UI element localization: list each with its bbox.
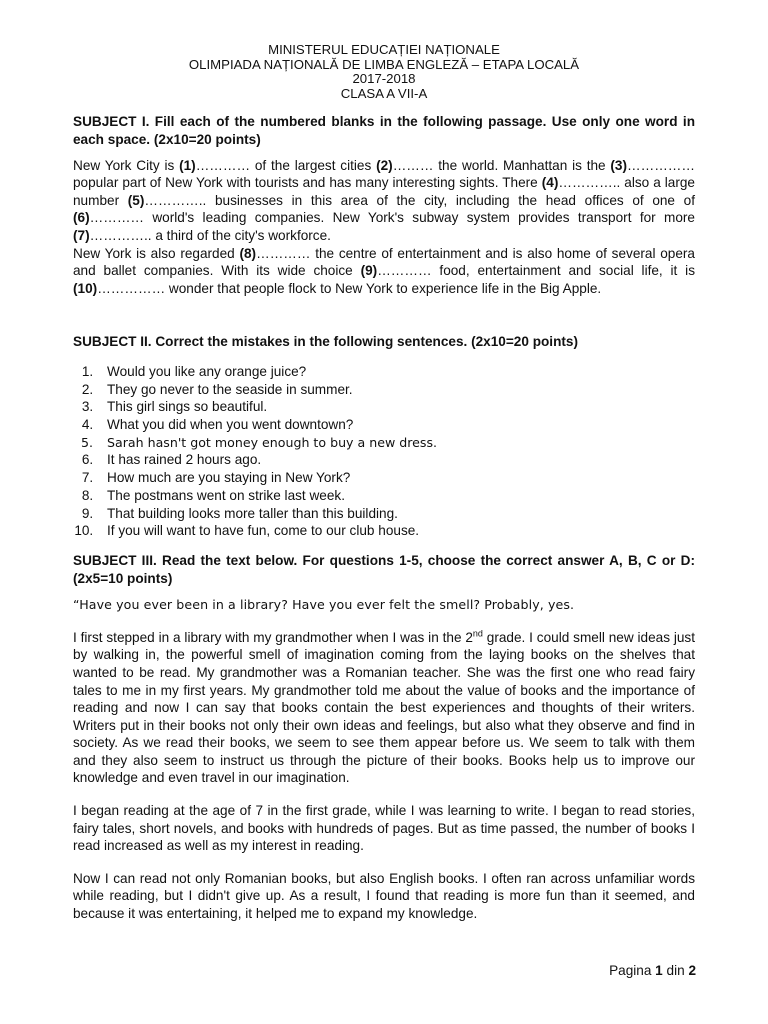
blank-dots: ………… [195,157,251,173]
text: world's leading companies. New York's subway system provides transport for more [144,210,695,226]
subject-1 [73,113,695,297]
text: grade. I could smell new ideas just by walking in, the powerful smell of imagination coming from the laying books on the shelves that wanted to be read. My grandmother was a Romanian teacher. She was the first one who read fairy tales to me in my first years. My grandmother told me about the value of books and the importance of reading and now I can say that books contain the best experiences and thoughts of their writers. Writers put in their books not only their own ideas and feelings, but also what they observe and find in society. As we read their books, we seem to see them appear before us. We seem to talk with them and they also seem to instruct us through the picture of their books. Books help us to improve our knowledge and even travel in our imagination. [73,629,695,786]
list-item: 4. What you did when you went downtown? [97,416,695,434]
blank-dots: …………… [627,157,695,173]
list-item: 9. That building looks more taller than this building. [97,505,695,523]
blank-dots: ………… [256,245,311,261]
page-number-footer [609,962,696,980]
text: also a large number [73,175,695,208]
subject-2 [73,333,695,540]
text: New York City is [73,157,180,173]
blank-dots: ………….. [144,192,207,208]
text: I first stepped in a library with my grandmother when I was in the 2 [73,629,473,645]
blank-dots: ………… [89,210,144,226]
list-item: 3. This girl sings so beautiful. [97,398,695,416]
list-item: 10. If you will want to have fun, come to our club house. [97,522,695,540]
text: of the largest cities [250,157,377,173]
text: food, entertainment and social life, it is [431,263,695,279]
sentence-list [73,363,695,540]
subject-2-title: SUBJECT II. Correct the mistakes in the following sentences. (2x10=20 points) [73,334,578,350]
blank-number: (2) [376,157,393,173]
list-item: 7. How much are you staying in New York? [97,469,695,487]
blank-number: (6) [73,210,90,226]
subject-1-paragraph-2 [73,245,695,298]
reading-paragraph-3: Now I can read not only Romanian books, but also English books. I often ran across unfamiliar words while reading, but I didn't give up. As a result, I found that reading is more fun than it seemed, and because it was entertaining, it helped me to expand my knowledge. [73,870,695,922]
olympiad-name: OLIMPIADA NAȚIONALĂ DE LIMBA ENGLEZĂ – ETAPA LOCALĂ [188,56,580,72]
list-item: 5. Sarah hasn't got money enough to buy a new dress. [97,434,695,452]
blank-number: (1) [179,157,196,173]
text: the centre of entertainment and is also home of several opera and ballet companies. With its wide choice [73,245,695,279]
blank-dots: ………….. [558,175,621,191]
blank-number: (7) [73,227,90,243]
current-page: 1 [655,963,663,978]
page-of-label: din [662,963,689,978]
ministry-name: MINISTERUL EDUCAȚIEI NAȚIONALE [268,42,500,57]
list-item: 8. The postmans went on strike last week. [97,487,695,505]
list-item: 1. Would you like any orange juice? [97,363,695,381]
reading-paragraph-2: I began reading at the age of 7 in the first grade, while I was learning to write. I began to read stories, fairy tales, short novels, and books with hundreds of pages. But as time passed, the number of books I read increased as well as my interest in reading. [73,803,695,854]
page-label: Pagina [609,963,656,978]
school-year: 2017-2018 [352,71,416,87]
blank-dots: …………… [97,280,166,296]
grade-level: CLASA A VII-A [340,85,428,101]
list-item: 6. It has rained 2 hours ago. [97,451,695,469]
text: the world. Manhattan is the [433,157,611,173]
reading-paragraph-1 [73,629,695,787]
reading-quote: “Have you ever been in a library? Have you ever felt the smell? Probably, yes. [73,597,575,613]
subject-3 [73,552,695,923]
blank-number: (4) [541,175,559,191]
blank-number: (9) [360,263,378,279]
blank-number: (10) [73,280,98,296]
blank-dots: ………… [377,263,432,279]
total-pages: 2 [688,963,696,978]
text: a third of the city's workforce. [151,227,331,243]
text: wonder that people flock to New York to experience life in the Big Apple. [165,280,602,296]
document-page [73,0,695,923]
subject-1-paragraph-1 [73,157,695,245]
blank-number: (5) [127,192,145,208]
subject-3-title: SUBJECT III. Read the text below. For questions 1-5, choose the correct answer A, B, C or D: (2x5=10 points) [73,552,695,586]
blank-dots: ………….. [89,227,152,243]
blank-dots: ……… [392,157,434,173]
document-header [73,43,695,101]
text: New York is also regarded [73,245,240,261]
subject-1-title: SUBJECT I. Fill each of the numbered blanks in the following passage. Use only one word in each space. (2x10=20 points) [73,114,695,147]
text: popular part of New York with tourists and has many interesting sights. There [73,175,542,191]
list-item: 2. They go never to the seaside in summer. [97,381,695,399]
blank-number: (3) [610,157,628,173]
ordinal-suffix: nd [472,628,483,639]
text: businesses in this area of the city, including the head offices of one of [206,192,695,208]
blank-number: (8) [239,245,257,261]
